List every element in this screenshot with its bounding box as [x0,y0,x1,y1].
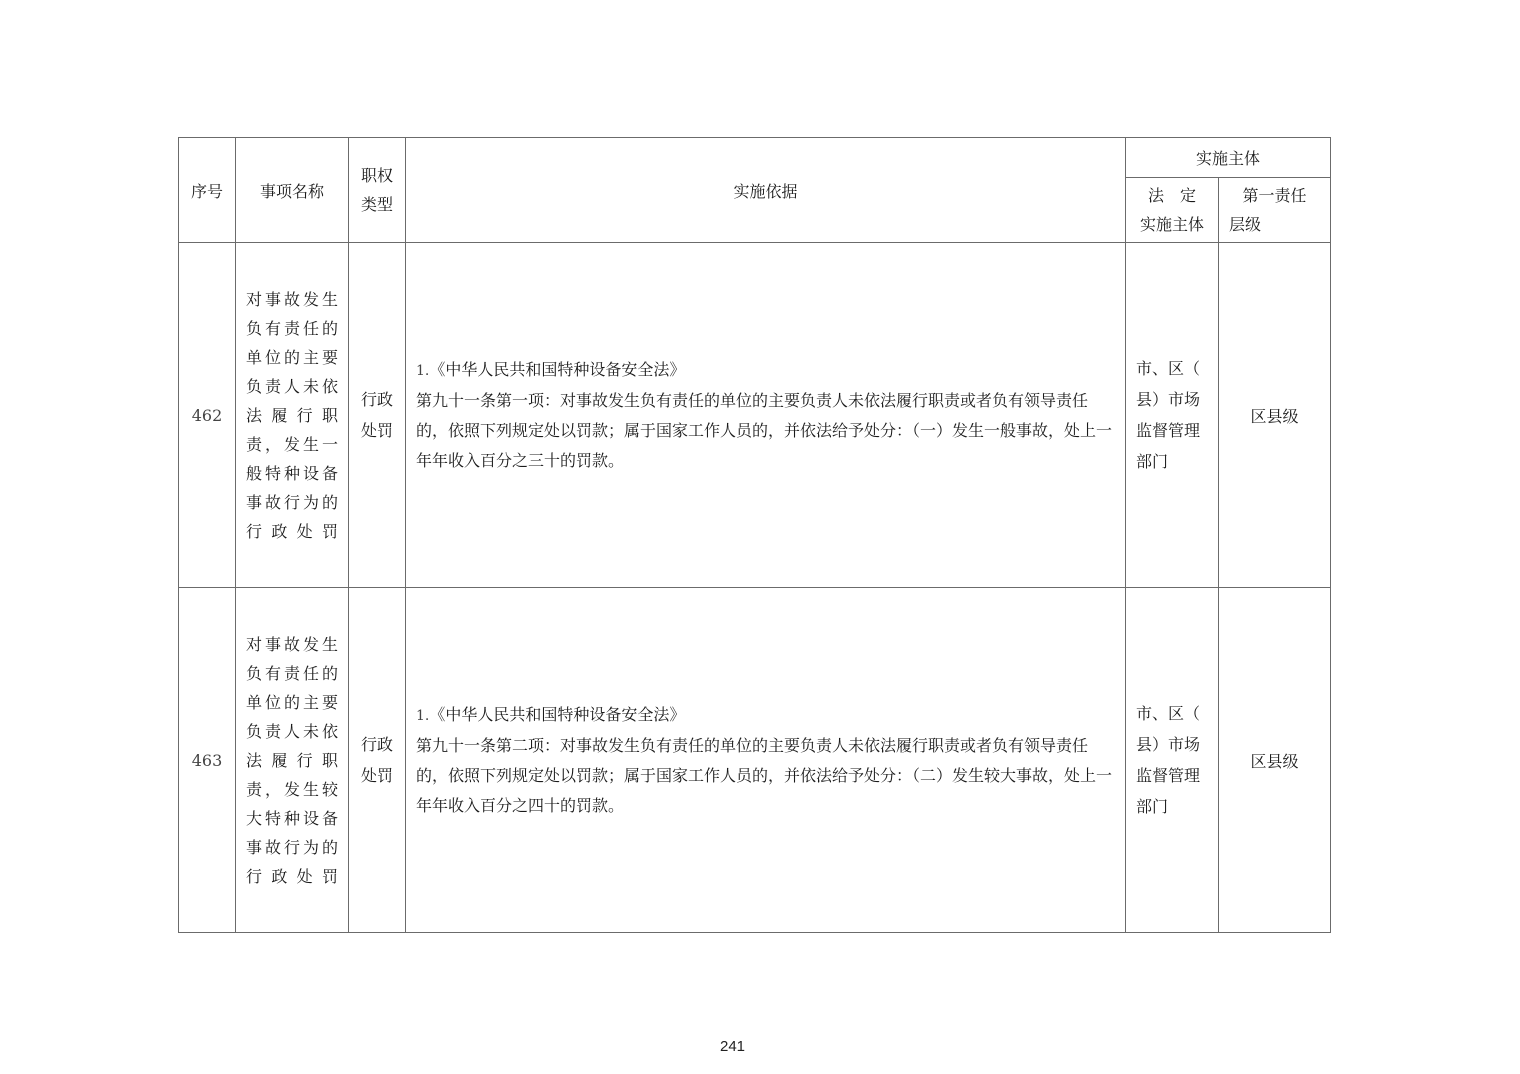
item-name-line: 行政处罚 [246,866,338,886]
header-basis: 实施依据 [406,138,1126,243]
legal-subject-line: 市、区（ [1136,359,1201,378]
law-number: 1. [416,362,430,379]
item-name-line: 事故行为的 [246,492,338,512]
row-legal-subject [1126,243,1219,588]
table-row [179,243,1331,588]
row-basis [406,588,1126,933]
header-legal-subject-line2: 实施主体 [1139,215,1204,234]
header-responsibility-level [1219,178,1331,243]
item-name-line: 法履行职 [246,405,338,425]
law-name: 《中华人民共和国特种设备安全法》 [429,704,686,724]
row-responsibility-level: 区县级 [1219,588,1331,933]
header-authority-type-line2: 类型 [360,195,393,214]
header-seq: 序号 [179,138,236,243]
table-row [179,588,1331,933]
law-title [416,355,1115,386]
row-seq: 463 [179,588,236,933]
row-legal-subject [1126,588,1219,933]
law-name: 《中华人民共和国特种设备安全法》 [429,359,686,379]
row-basis [406,243,1126,588]
item-name-line: 法履行职 [246,750,338,770]
legal-subject-line: 监督管理 [1136,766,1201,785]
item-name-line: 负责人未依 [246,376,338,396]
header-authority-type-line1: 职权 [360,166,393,185]
header-responsibility-level-line1: 第一责任 [1242,186,1307,205]
authority-type-line: 行政 [360,390,393,409]
header-subject-group: 实施主体 [1126,138,1331,178]
item-name-line: 负有责任的 [246,318,338,338]
header-item-name: 事项名称 [236,138,349,243]
legal-subject-line: 县）市场 [1136,390,1201,409]
item-name-line: 负有责任的 [246,663,338,683]
row-item-name [236,243,349,588]
authority-list-table [178,137,1331,933]
page-number: 241 [719,1038,746,1055]
item-name-line: 事故行为的 [246,837,338,857]
item-name-line: 责，发生一 [246,434,338,454]
law-number: 1. [416,707,430,724]
item-name-line: 般特种设备 [246,463,338,483]
item-name-line: 对事故发生 [246,289,338,309]
header-legal-subject [1126,178,1219,243]
legal-subject-line: 市、区（ [1136,704,1201,723]
header-responsibility-level-line2: 层级 [1229,215,1262,234]
item-name-line: 对事故发生 [246,634,338,654]
legal-subject-line: 部门 [1136,797,1169,816]
law-title [416,700,1115,731]
row-item-name [236,588,349,933]
header-legal-subject-line1: 法 定 [1147,186,1196,205]
legal-subject-line: 县）市场 [1136,735,1201,754]
basis-text: 第九十一条第二项：对事故发生负有责任的单位的主要负责人未依法履行职责或者负有领导责任的，依照下列规定处以罚款；属于国家工作人员的，并依法给予处分：（二）发生较大事故，处上一年年收入百分之四十的罚款。 [416,735,1113,815]
row-responsibility-level: 区县级 [1219,243,1331,588]
item-name-line: 行政处罚 [246,521,338,541]
authority-type-line: 处罚 [360,766,393,785]
legal-subject-line: 部门 [1136,452,1169,471]
row-authority-type [349,588,406,933]
header-authority-type [349,138,406,243]
basis-text: 第九十一条第一项：对事故发生负有责任的单位的主要负责人未依法履行职责或者负有领导责任的，依照下列规定处以罚款；属于国家工作人员的，并依法给予处分：（一）发生一般事故，处上一年年收入百分之三十的罚款。 [416,390,1113,470]
row-authority-type [349,243,406,588]
authority-type-line: 行政 [360,735,393,754]
item-name-line: 单位的主要 [246,347,338,367]
item-name-line: 单位的主要 [246,692,338,712]
legal-subject-line: 监督管理 [1136,421,1201,440]
item-name-line: 负责人未依 [246,721,338,741]
item-name-line: 责，发生较 [246,779,338,799]
row-seq: 462 [179,243,236,588]
item-name-line: 大特种设备 [246,808,338,828]
authority-type-line: 处罚 [360,421,393,440]
